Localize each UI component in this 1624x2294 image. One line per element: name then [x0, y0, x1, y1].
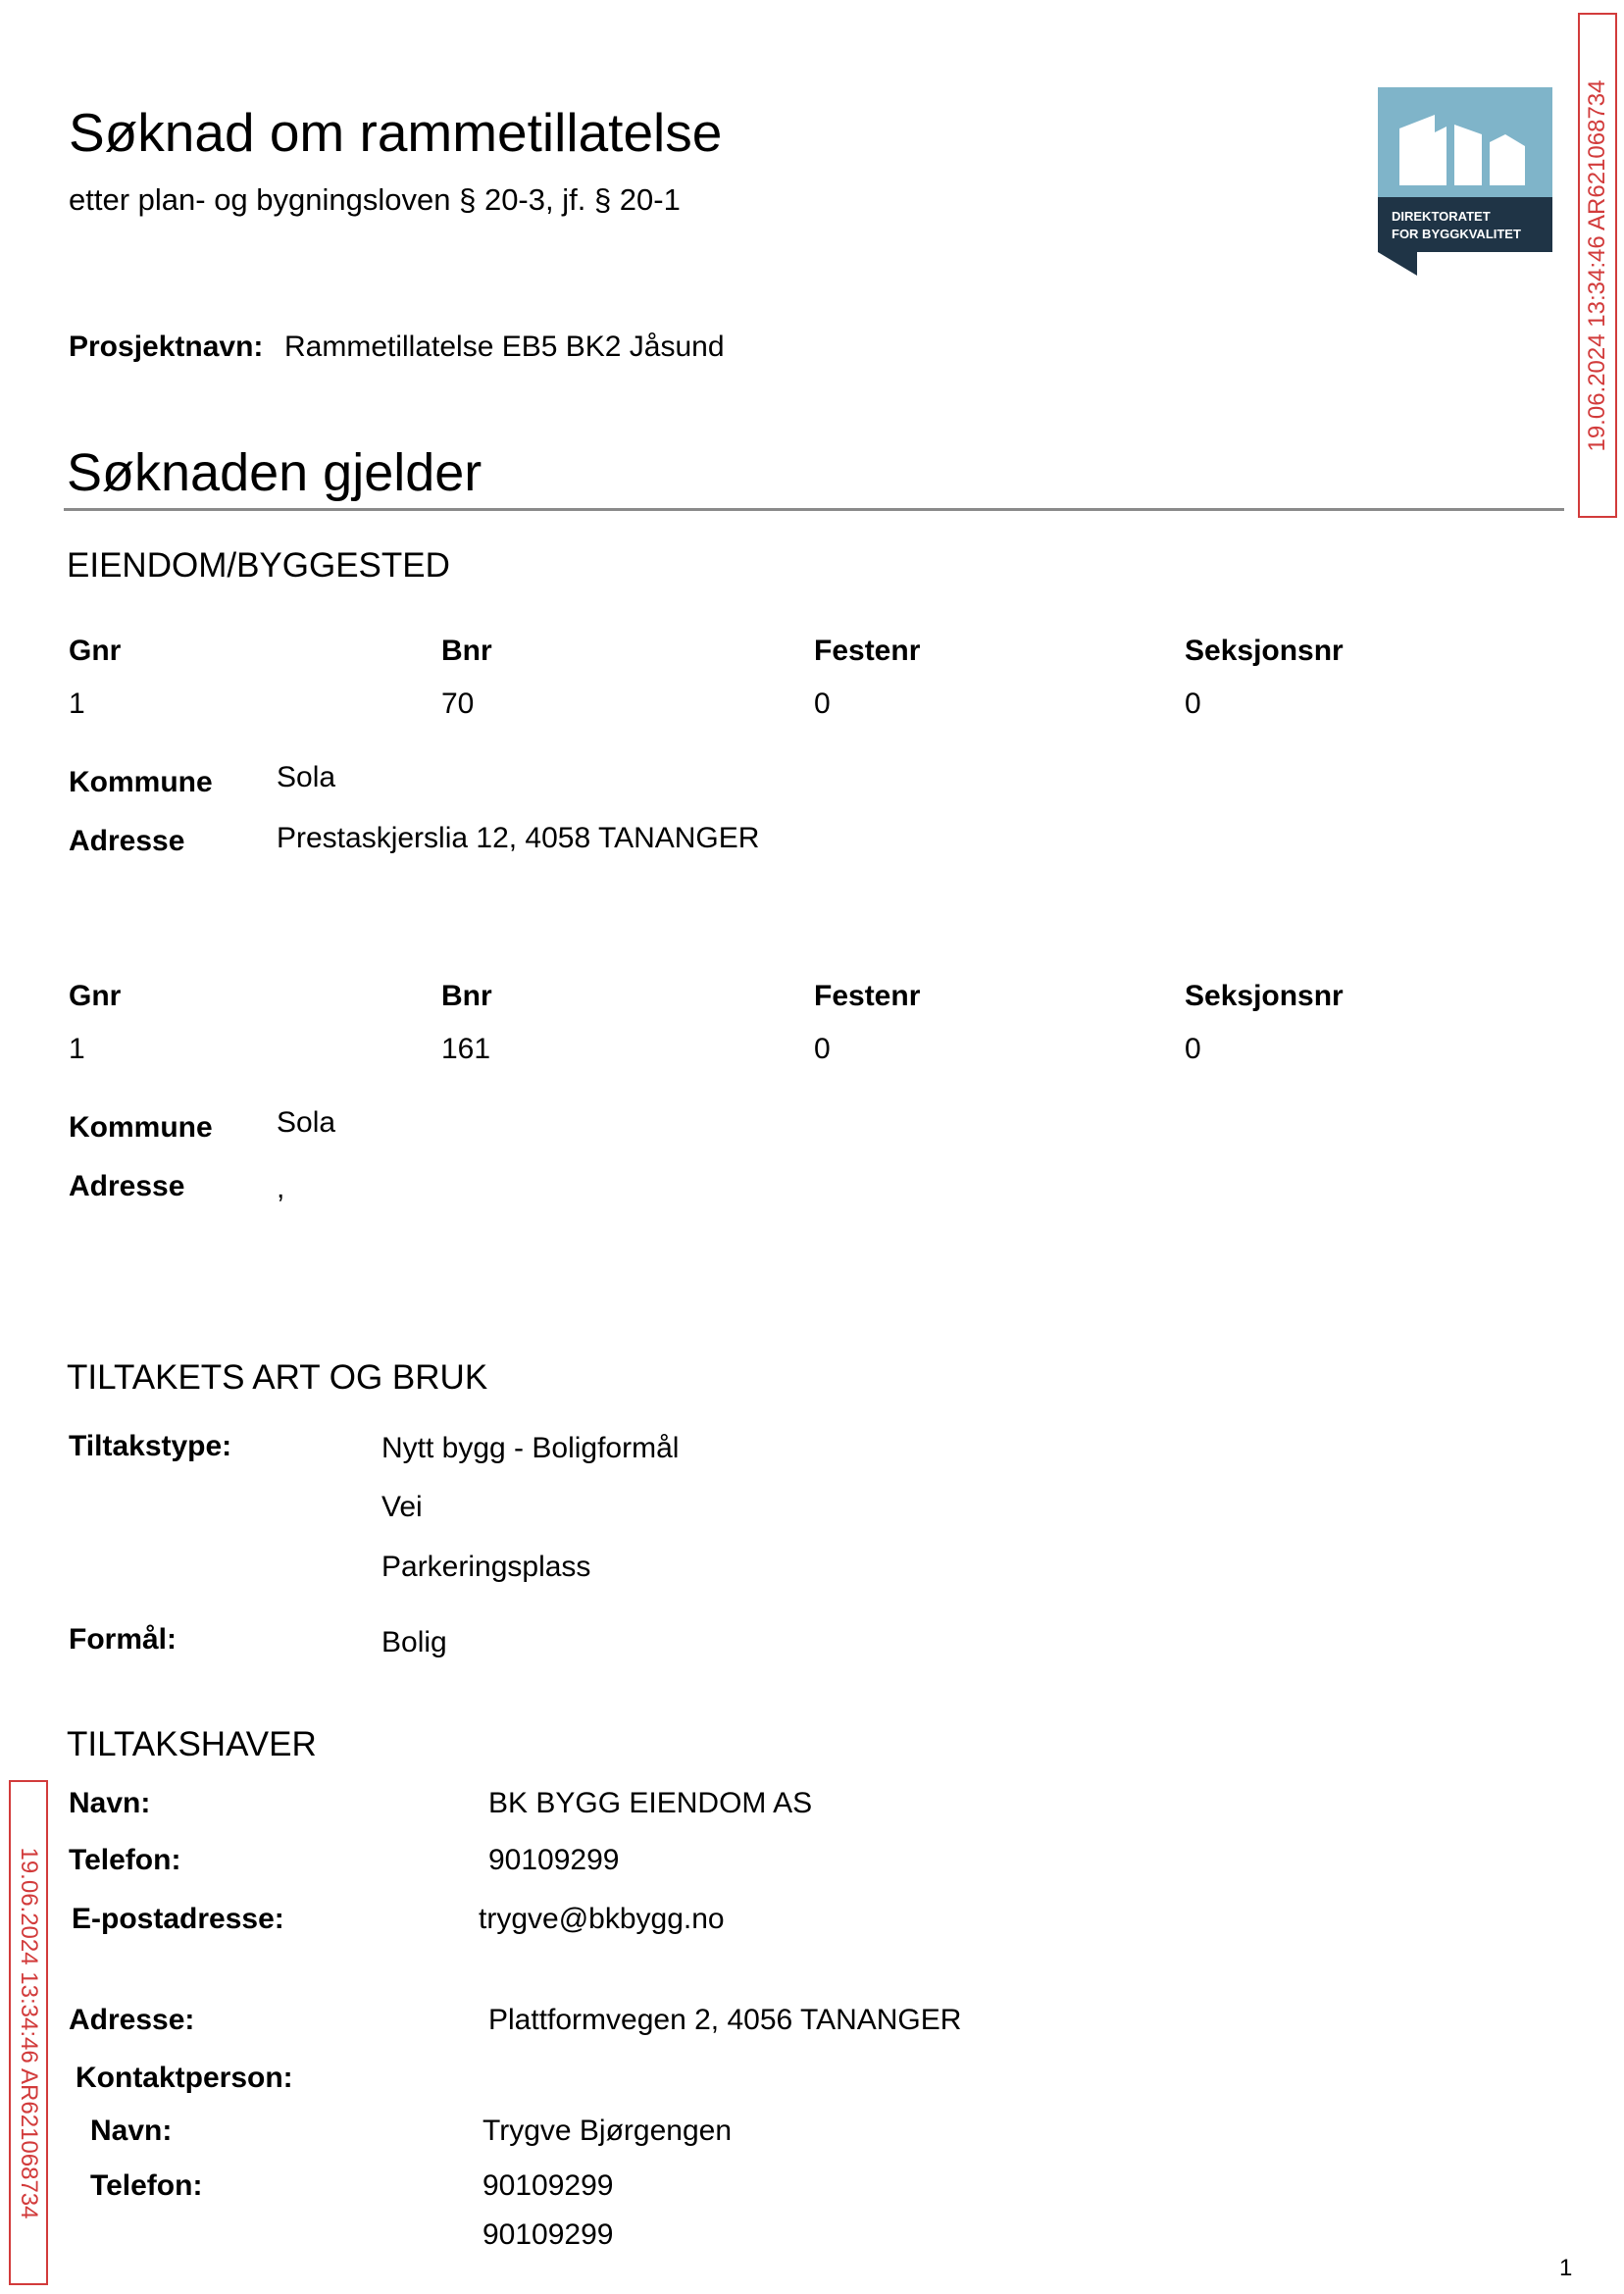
section-divider [64, 508, 1564, 511]
registration-stamp-left [9, 1780, 48, 2285]
kontakt-navn-label: Navn: [90, 2115, 173, 2147]
logo-text-2: FOR BYGGKVALITET [1392, 227, 1521, 241]
adresse-label: Adresse: [69, 2004, 195, 2036]
kontakt-telefon-label: Telefon: [90, 2169, 203, 2202]
project-value: Rammetillatelse EB5 BK2 Jåsund [284, 331, 725, 363]
gnr-value: 1 [69, 1033, 85, 1065]
telefon-value: 90109299 [488, 1844, 620, 1876]
kontakt-telefon-value: 90109299 [482, 2169, 614, 2202]
column-seksjonsnr: Seksjonsnr [1185, 980, 1344, 1012]
column-bnr: Bnr [441, 980, 492, 1012]
document-subtitle: etter plan- og bygningsloven § 20-3, jf. § 20-1 [69, 182, 681, 217]
adresse-label: Adresse [69, 825, 185, 857]
column-seksjonsnr: Seksjonsnr [1185, 635, 1344, 667]
bnr-value: 70 [441, 688, 475, 720]
stamp-text: 19.06.2024 13:34:46 AR621068734 [1584, 78, 1610, 452]
tiltakshaver-heading: TILTAKSHAVER [67, 1725, 317, 1763]
tiltakstype-value: Parkeringsplass [381, 1551, 591, 1583]
formal-value: Bolig [381, 1626, 447, 1658]
navn-value: BK BYGG EIENDOM AS [488, 1787, 813, 1819]
adresse-value: Prestaskjerslia 12, 4058 TANANGER [277, 822, 760, 854]
adresse-value: Plattformvegen 2, 4056 TANANGER [488, 2004, 962, 2036]
column-gnr: Gnr [69, 635, 122, 667]
adresse-value: , [277, 1172, 285, 1204]
kontakt-mobil-value: 90109299 [482, 2218, 614, 2251]
telefon-label: Telefon: [69, 1844, 181, 1876]
tiltakstype-value: Nytt bygg - Boligformål [381, 1432, 680, 1464]
bnr-value: 161 [441, 1033, 491, 1065]
dibk-logo [1378, 87, 1552, 276]
adresse-label: Adresse [69, 1170, 185, 1202]
kommune-label: Kommune [69, 1111, 213, 1144]
column-gnr: Gnr [69, 980, 122, 1012]
registration-stamp-right [1578, 13, 1617, 518]
kommune-value: Sola [277, 1106, 336, 1139]
kommune-value: Sola [277, 761, 336, 793]
tiltakstype-value: Vei [381, 1491, 423, 1523]
tiltakstype-label: Tiltakstype: [69, 1430, 232, 1462]
page-number: 1 [1559, 2255, 1573, 2281]
festenr-value: 0 [814, 1033, 831, 1065]
column-bnr: Bnr [441, 635, 492, 667]
logo-graphic [1378, 87, 1552, 276]
logo-text-1: DIREKTORATET [1392, 209, 1491, 224]
epost-value: trygve@bkbygg.no [479, 1903, 725, 1935]
stamp-text: 19.06.2024 13:34:46 AR621068734 [16, 1846, 42, 2219]
tiltak-heading: TILTAKETS ART OG BRUK [67, 1358, 488, 1397]
festenr-value: 0 [814, 688, 831, 720]
column-festenr: Festenr [814, 635, 921, 667]
section-title: Søknaden gjelder [67, 443, 482, 502]
kommune-label: Kommune [69, 766, 213, 798]
gnr-value: 1 [69, 688, 85, 720]
formal-label: Formål: [69, 1623, 178, 1656]
seksjonsnr-value: 0 [1185, 1033, 1201, 1065]
epost-label: E-postadresse: [72, 1903, 284, 1935]
kontakt-navn-value: Trygve Bjørgengen [482, 2115, 733, 2147]
project-label: Prosjektnavn: [69, 331, 264, 363]
document-title: Søknad om rammetillatelse [69, 102, 723, 163]
kontaktperson-label: Kontaktperson: [76, 2062, 293, 2094]
navn-label: Navn: [69, 1787, 151, 1819]
property-heading: EIENDOM/BYGGESTED [67, 546, 450, 585]
seksjonsnr-value: 0 [1185, 688, 1201, 720]
column-festenr: Festenr [814, 980, 921, 1012]
